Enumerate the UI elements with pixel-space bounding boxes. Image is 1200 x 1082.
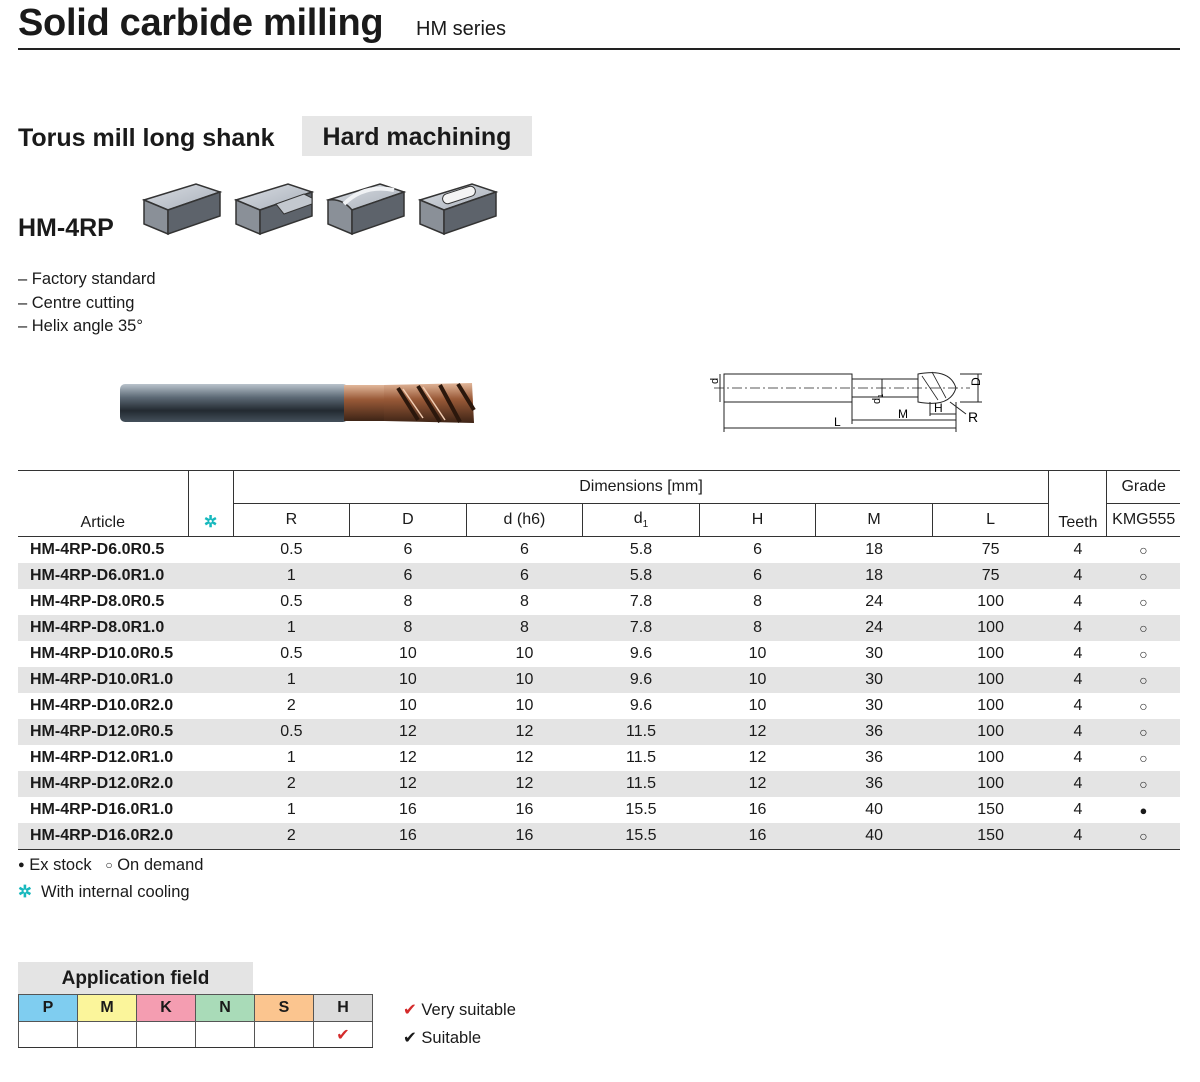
- material-N-suitability: [196, 1022, 255, 1048]
- article-cell: HM-4RP-D10.0R1.0: [18, 667, 188, 693]
- cell-R: 1: [233, 563, 350, 589]
- table-row: [18, 719, 1180, 745]
- feature-list: [18, 268, 156, 339]
- cell-M: 40: [816, 823, 933, 850]
- internal-cooling-label: With internal cooling: [41, 883, 190, 901]
- article-cell: HM-4RP-D12.0R2.0: [18, 771, 188, 797]
- cooling-cell: [188, 823, 233, 850]
- drawing-label-M: M: [898, 407, 908, 421]
- cell-H: 12: [748, 749, 767, 766]
- cooling-cell: [188, 771, 233, 797]
- cell-H: 6: [699, 563, 816, 589]
- table-row: [18, 745, 1180, 771]
- hard-machining-tag: Hard machining: [302, 116, 532, 156]
- cell-d: 10: [515, 645, 534, 662]
- header-grade-kmg555: KMG555: [1107, 504, 1180, 537]
- cell-M: 36: [865, 749, 883, 766]
- cell-L: 100: [932, 615, 1049, 641]
- cell-H: 8: [699, 615, 816, 641]
- material-N-header: N: [196, 995, 255, 1022]
- header-col-L: L: [932, 504, 1049, 537]
- material-K-header: K: [137, 995, 196, 1022]
- drawing-label-H: H: [934, 401, 943, 415]
- article-cell: HM-4RP-D12.0R0.5: [18, 719, 188, 745]
- cell-grade: ○: [1139, 542, 1148, 558]
- suitability-legend: [403, 996, 516, 1052]
- cell-d: 10: [515, 697, 534, 714]
- cooling-cell: [188, 563, 233, 589]
- cell-M: 36: [816, 771, 933, 797]
- cell-M: 30: [865, 645, 883, 662]
- cell-L: 100: [977, 593, 1004, 610]
- cell-d1: 5.8: [629, 541, 653, 558]
- cell-teeth: 4: [1049, 719, 1107, 745]
- pocket-icon: [420, 184, 496, 234]
- cell-L: 100: [977, 697, 1004, 714]
- cell-d: 12: [515, 749, 534, 766]
- header-col-H: H: [699, 504, 816, 537]
- cell-d1: 15.5: [625, 801, 657, 818]
- cell-D: 8: [403, 593, 413, 610]
- cell-d: 16: [515, 801, 534, 818]
- cell-d1: 5.8: [583, 563, 700, 589]
- article-cell: HM-4RP-D8.0R0.5: [30, 593, 165, 610]
- cell-M: 30: [816, 667, 933, 693]
- cooling-cell: [188, 537, 233, 564]
- cooling-cell: [188, 745, 233, 771]
- cell-L: 100: [932, 667, 1049, 693]
- feature-item: – Helix angle 35°: [18, 317, 143, 335]
- cell-D: 12: [350, 771, 467, 797]
- feature-item: – Centre cutting: [18, 293, 135, 312]
- cooling-cell: [188, 719, 233, 745]
- drawing-label-L: L: [834, 415, 841, 429]
- drawing-label-R: R: [968, 409, 979, 425]
- series-label: HM series: [416, 18, 507, 40]
- title-divider: [18, 48, 1180, 50]
- cell-M: 18: [865, 541, 883, 558]
- cell-L: 100: [977, 749, 1004, 766]
- header-teeth: Teeth: [1049, 471, 1107, 537]
- header-col-R: R: [233, 504, 350, 537]
- cell-d1: 15.5: [583, 823, 700, 850]
- article-cell: HM-4RP-D12.0R1.0: [30, 749, 174, 766]
- cell-d: 12: [466, 719, 583, 745]
- table-row: [18, 589, 1180, 615]
- cell-L: 75: [932, 563, 1049, 589]
- cell-d: 10: [466, 667, 583, 693]
- cell-d1: 9.6: [583, 667, 700, 693]
- cell-H: 16: [748, 801, 767, 818]
- cell-H: 6: [753, 541, 762, 558]
- cell-R: 1: [286, 801, 296, 818]
- article-cell: HM-4RP-D6.0R0.5: [30, 541, 165, 558]
- cell-d: 6: [466, 563, 583, 589]
- suitability-row: [19, 1022, 373, 1048]
- article-cell: HM-4RP-D16.0R2.0: [18, 823, 188, 850]
- cell-teeth: 4: [1049, 615, 1107, 641]
- cell-teeth: 4: [1073, 541, 1083, 558]
- cell-d1: 9.6: [629, 645, 653, 662]
- product-subtitle: Torus mill long shank: [18, 124, 275, 152]
- cell-R: 0.5: [280, 541, 303, 558]
- cell-grade: ○: [1107, 719, 1180, 745]
- cell-M: 24: [816, 615, 933, 641]
- cell-teeth: 4: [1049, 563, 1107, 589]
- cooling-cell: [188, 615, 233, 641]
- cell-grade: ○: [1139, 594, 1148, 610]
- cell-D: 10: [399, 697, 417, 714]
- article-cell: HM-4RP-D10.0R0.5: [30, 645, 174, 662]
- cooling-cell: [188, 589, 233, 615]
- cell-M: 24: [865, 593, 883, 610]
- cell-teeth: 4: [1049, 667, 1107, 693]
- material-P-header: P: [19, 995, 78, 1022]
- suitable-label: Suitable: [421, 1029, 482, 1047]
- material-M-suitability: [78, 1022, 137, 1048]
- cell-grade: ○: [1107, 667, 1180, 693]
- drawing-label-D: D: [969, 377, 983, 386]
- cell-d1: 7.8: [583, 615, 700, 641]
- material-P-suitability: [19, 1022, 78, 1048]
- on-demand-symbol: ○: [105, 858, 113, 872]
- cell-H: 10: [699, 667, 816, 693]
- cell-H: 8: [753, 593, 762, 610]
- cell-grade: ○: [1107, 563, 1180, 589]
- cell-L: 100: [932, 771, 1049, 797]
- cell-teeth: 4: [1073, 697, 1083, 714]
- drawing-label-d1: $d_1$: [871, 393, 885, 404]
- cell-D: 10: [350, 667, 467, 693]
- suitable-check-icon: ✔: [403, 1029, 417, 1047]
- cell-teeth: 4: [1049, 771, 1107, 797]
- cell-L: 75: [981, 541, 1000, 558]
- cell-d: 16: [466, 823, 583, 850]
- cell-R: 1: [233, 615, 350, 641]
- header-grade: Grade: [1107, 471, 1180, 504]
- cell-D: 10: [399, 645, 417, 662]
- cell-d: 6: [519, 541, 529, 558]
- material-K-suitability: [137, 1022, 196, 1048]
- cell-d: 8: [466, 615, 583, 641]
- table-row: [18, 693, 1180, 719]
- cooling-cell: [188, 641, 233, 667]
- cell-H: 10: [748, 697, 767, 714]
- internal-cooling-icon: ✲: [188, 471, 233, 537]
- internal-cooling-icon: ✲: [18, 883, 32, 901]
- cell-d: 12: [466, 771, 583, 797]
- cell-grade: ○: [1139, 698, 1148, 714]
- page-title: Solid carbide milling: [18, 2, 384, 44]
- shoulder-icon: [236, 184, 312, 234]
- cell-L: 100: [932, 719, 1049, 745]
- block-face-icon: [144, 184, 220, 234]
- ex-stock-symbol: ●: [18, 859, 25, 871]
- spec-table: [18, 470, 1180, 850]
- header-dimensions: Dimensions [mm]: [233, 471, 1049, 504]
- cell-H: 16: [699, 823, 816, 850]
- cell-d1: 7.8: [629, 593, 653, 610]
- table-row: [18, 537, 1180, 564]
- cell-M: 18: [816, 563, 933, 589]
- cell-H: 12: [699, 771, 816, 797]
- cell-M: 30: [865, 697, 883, 714]
- cell-teeth: 4: [1049, 823, 1107, 850]
- cell-R: 1: [286, 749, 296, 766]
- header-col-d1: $d_1$: [583, 504, 700, 537]
- profile-icon: [328, 184, 404, 234]
- cell-grade: ○: [1107, 823, 1180, 850]
- material-H-suitability: ✔: [314, 1022, 373, 1048]
- cell-R: 2: [286, 697, 296, 714]
- cell-d1: 11.5: [583, 771, 700, 797]
- material-H-header: H: [314, 995, 373, 1022]
- article-cell: HM-4RP-D8.0R1.0: [18, 615, 188, 641]
- cell-L: 150: [932, 823, 1049, 850]
- material-S-header: S: [255, 995, 314, 1022]
- cooling-cell: [188, 667, 233, 693]
- model-name: HM-4RP: [18, 214, 114, 242]
- table-row: [18, 563, 1180, 589]
- cell-H: 12: [699, 719, 816, 745]
- cell-M: 36: [816, 719, 933, 745]
- cell-D: 6: [350, 563, 467, 589]
- cell-d1: 11.5: [626, 749, 656, 766]
- material-M-header: M: [78, 995, 137, 1022]
- ex-stock-label: Ex stock: [29, 856, 92, 874]
- header-col-D: D: [350, 504, 467, 537]
- cell-D: 16: [399, 801, 417, 818]
- material-row: [19, 995, 373, 1022]
- very-suitable-check-icon: ✔: [403, 1001, 417, 1019]
- cell-teeth: 4: [1073, 801, 1083, 818]
- availability-legend: [18, 852, 203, 906]
- application-field-title: Application field: [18, 962, 253, 994]
- cell-D: 8: [350, 615, 467, 641]
- cell-grade: ○: [1107, 615, 1180, 641]
- cell-D: 6: [403, 541, 413, 558]
- table-row: [18, 641, 1180, 667]
- cell-D: 12: [350, 719, 467, 745]
- article-cell: HM-4RP-D6.0R1.0: [18, 563, 188, 589]
- drawing-label-d: d: [709, 377, 721, 384]
- cell-teeth: 4: [1073, 645, 1083, 662]
- article-cell: HM-4RP-D10.0R2.0: [30, 697, 174, 714]
- cell-R: 2: [233, 771, 350, 797]
- very-suitable-label: Very suitable: [421, 1001, 516, 1019]
- cell-R: 0.5: [280, 593, 303, 610]
- cell-D: 16: [350, 823, 467, 850]
- table-row: [18, 823, 1180, 850]
- cell-L: 150: [977, 801, 1004, 818]
- cell-R: 1: [233, 667, 350, 693]
- cell-H: 10: [748, 645, 767, 662]
- header-col-M: M: [816, 504, 933, 537]
- header-article: Article: [18, 471, 188, 537]
- feature-item: – Factory standard: [18, 270, 156, 288]
- cooling-cell: [188, 693, 233, 719]
- cell-d1: 11.5: [583, 719, 700, 745]
- cell-d1: 9.6: [629, 697, 653, 714]
- cell-R: 2: [233, 823, 350, 850]
- cell-grade: ○: [1139, 646, 1148, 662]
- cell-L: 100: [977, 645, 1004, 662]
- cell-M: 40: [865, 801, 883, 818]
- cell-teeth: 4: [1073, 593, 1083, 610]
- material-S-suitability: [255, 1022, 314, 1048]
- article-cell: HM-4RP-D16.0R1.0: [30, 801, 174, 818]
- table-row: [18, 797, 1180, 823]
- cell-teeth: 4: [1073, 749, 1083, 766]
- cell-grade: ○: [1139, 750, 1148, 766]
- cell-d: 8: [519, 593, 529, 610]
- header-col-d-h6: d (h6): [466, 504, 583, 537]
- cooling-cell: [188, 797, 233, 823]
- cell-R: 0.5: [233, 719, 350, 745]
- on-demand-label: On demand: [117, 856, 204, 874]
- table-row: [18, 771, 1180, 797]
- cell-grade: ○: [1107, 771, 1180, 797]
- application-field-table: [18, 994, 373, 1048]
- table-row: [18, 615, 1180, 641]
- table-row: [18, 667, 1180, 693]
- cell-R: 0.5: [280, 645, 303, 662]
- cell-grade: ●: [1139, 802, 1148, 818]
- end-mill-photo: [118, 380, 480, 426]
- cell-D: 12: [399, 749, 417, 766]
- dimension-drawing: [700, 362, 990, 436]
- machining-operations-icons: [140, 174, 505, 240]
